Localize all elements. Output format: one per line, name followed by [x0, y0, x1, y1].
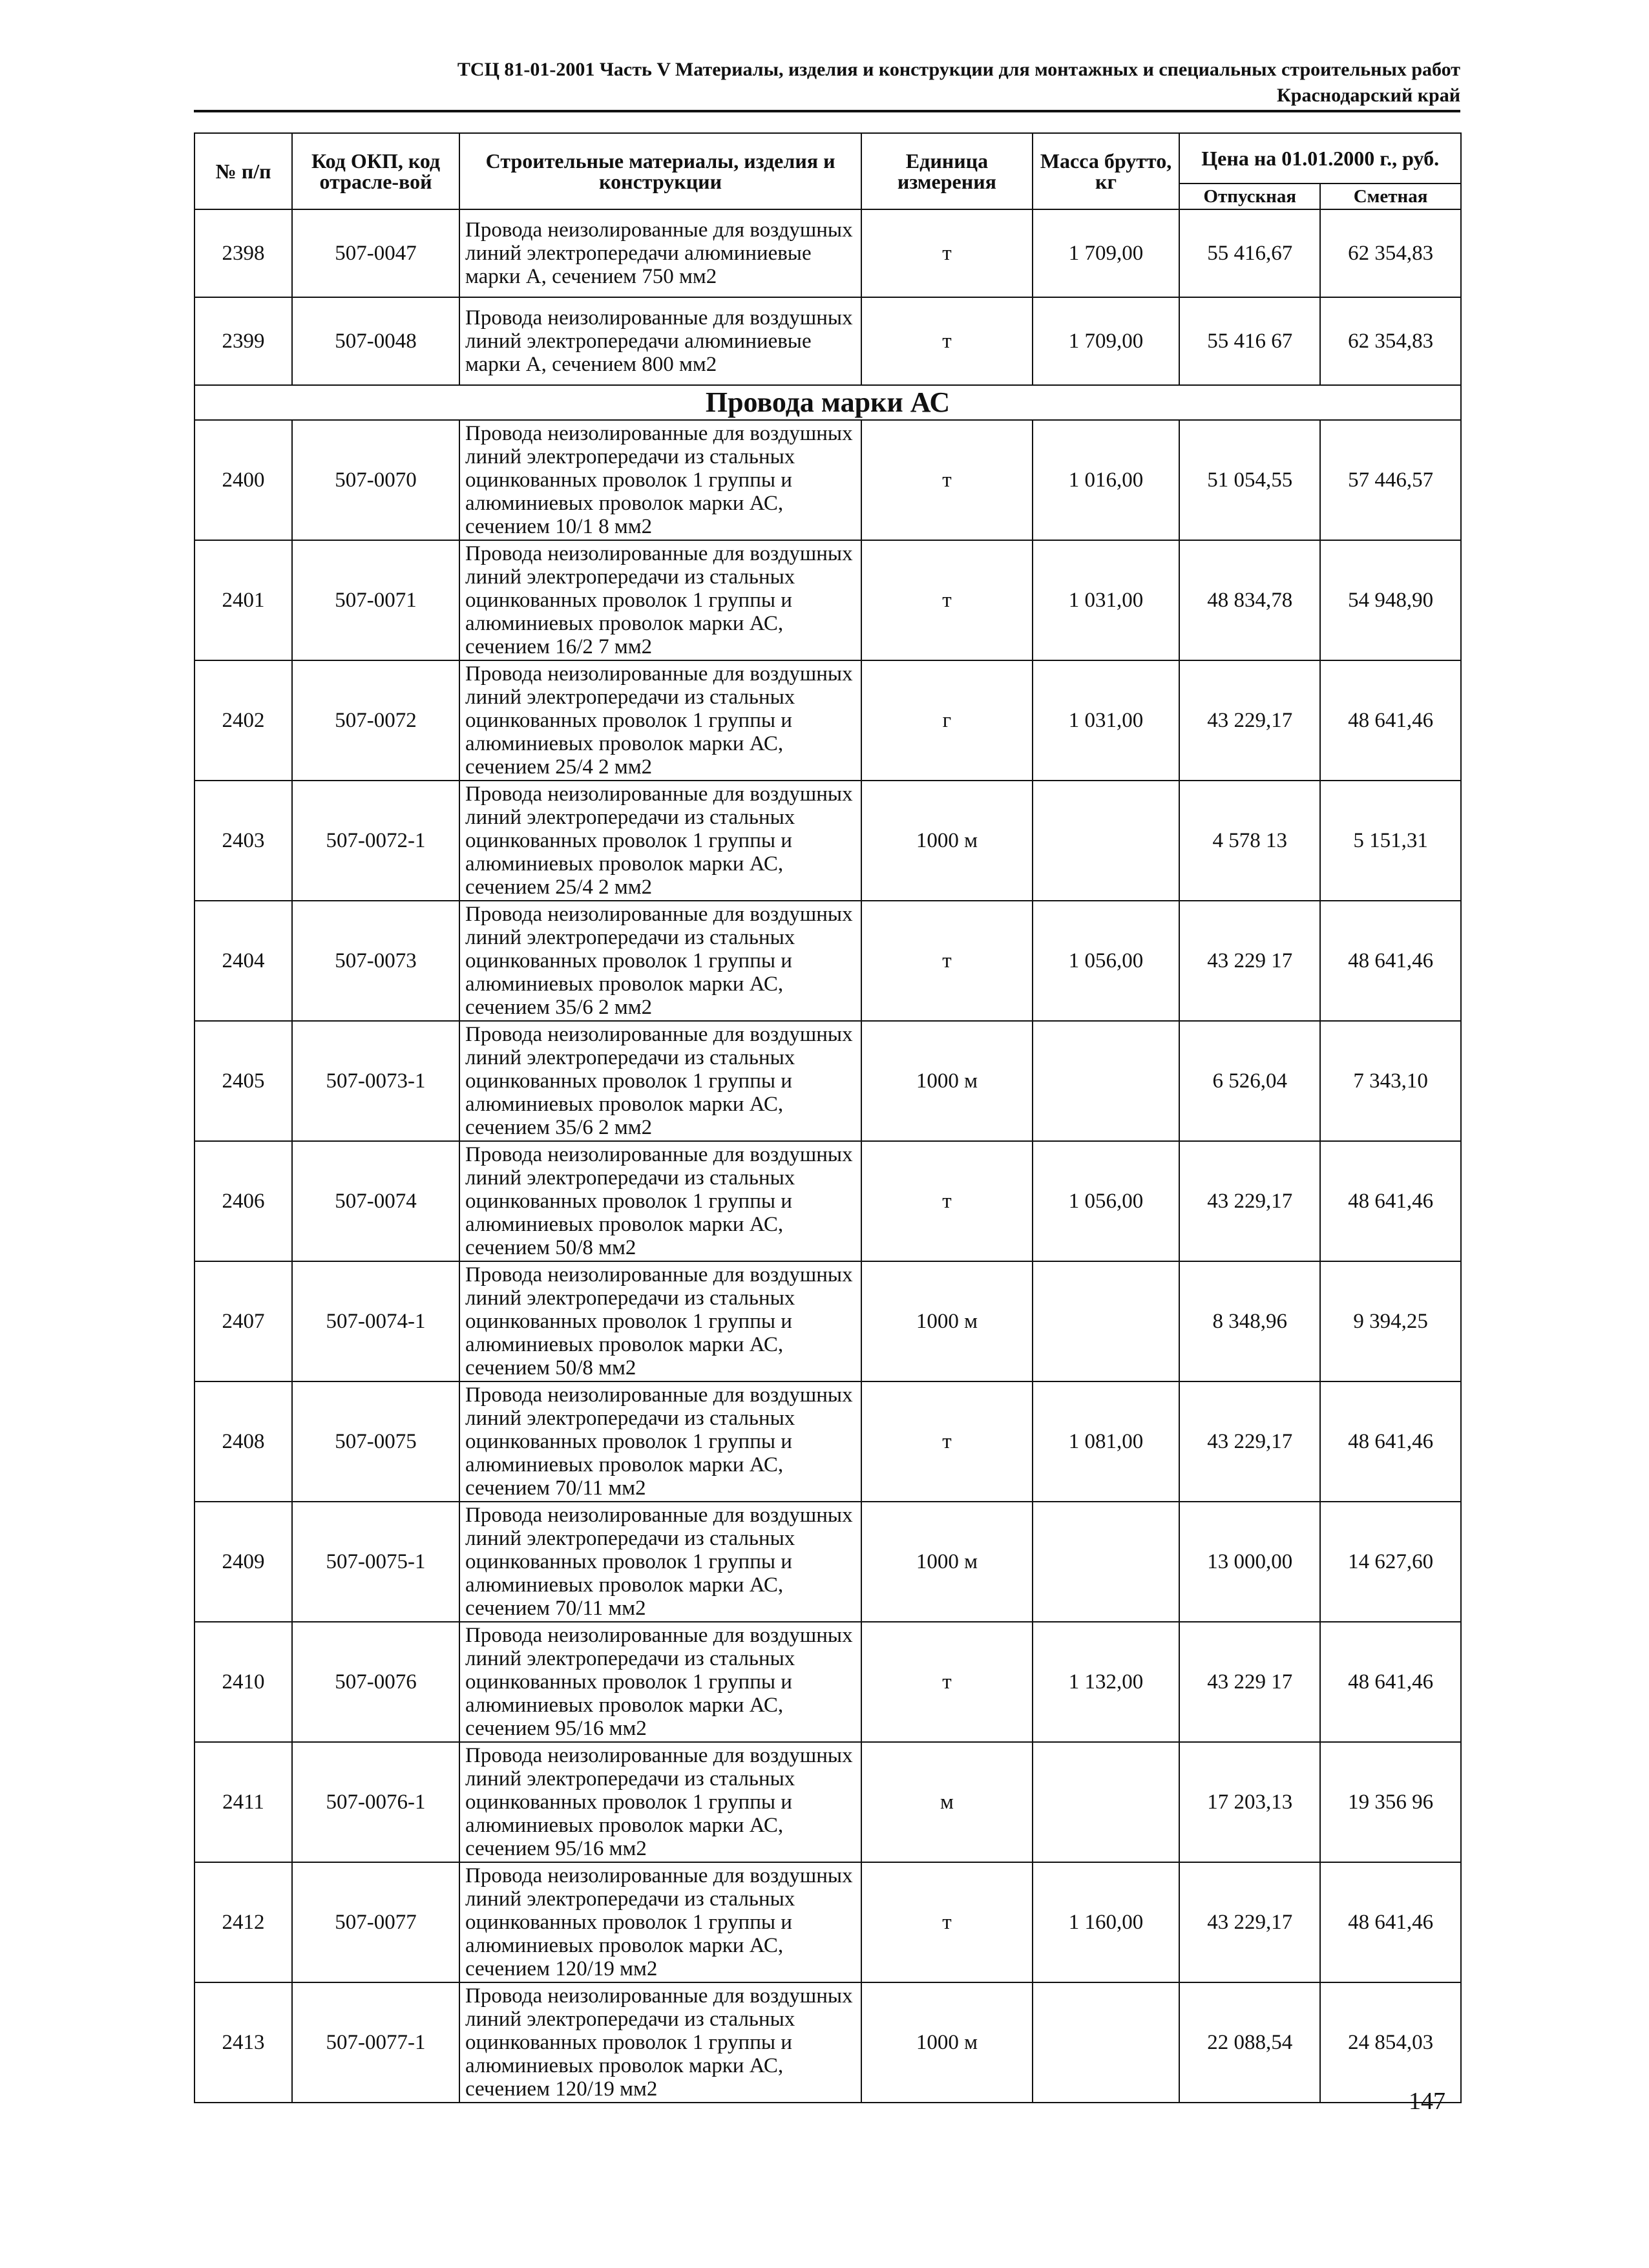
cell-release-price: 43 229,17 [1179, 660, 1320, 781]
cell-unit: т [861, 540, 1032, 660]
cell-estimate-price: 48 641,46 [1320, 1381, 1461, 1502]
cell-code: 507-0077-1 [292, 1982, 459, 2103]
section-title: Провода марки АС [194, 385, 1461, 420]
cell-estimate-price: 62 354,83 [1320, 209, 1461, 297]
cell-mass [1033, 1021, 1180, 1141]
cell-unit: т [861, 1622, 1032, 1742]
price-table [194, 132, 1462, 2103]
document-header [194, 57, 1460, 109]
col-price-header: Цена на 01.01.2000 г., руб. [1179, 133, 1461, 184]
cell-num: 2402 [194, 660, 292, 781]
cell-estimate-price: 24 854,03 [1320, 1982, 1461, 2103]
cell-mass [1033, 1982, 1180, 2103]
cell-num: 2409 [194, 1502, 292, 1622]
cell-name: Провода неизолированные для воздушных линий электропередачи из стальных оцинкованных проволок 1 группы и алюминиевых проволок марки АС, сечением 25/4 2 мм2 [459, 781, 861, 901]
cell-mass: 1 056,00 [1033, 1141, 1180, 1261]
table-row [194, 1982, 1461, 2103]
cell-estimate-price: 9 394,25 [1320, 1261, 1461, 1381]
cell-num: 2412 [194, 1862, 292, 1982]
table-body [194, 209, 1461, 2103]
cell-name: Провода неизолированные для воздушных линий электропередачи из стальных оцинкованных проволок 1 группы и алюминиевых проволок марки АС, сечением 95/16 мм2 [459, 1622, 861, 1742]
cell-mass: 1 160,00 [1033, 1862, 1180, 1982]
cell-name: Провода неизолированные для воздушных линий электропередачи из стальных оцинкованных проволок 1 группы и алюминиевых проволок марки АС, сечением 16/2 7 мм2 [459, 540, 861, 660]
col-code-header: Код ОКП, код отрасле-вой [292, 133, 459, 209]
table-row [194, 1742, 1461, 1862]
cell-release-price: 8 348,96 [1179, 1261, 1320, 1381]
cell-unit: т [861, 1141, 1032, 1261]
cell-release-price: 17 203,13 [1179, 1742, 1320, 1862]
table-row [194, 1862, 1461, 1982]
cell-name: Провода неизолированные для воздушных линий электропередачи из стальных оцинкованных проволок 1 группы и алюминиевых проволок марки АС, сечением 35/6 2 мм2 [459, 901, 861, 1021]
cell-release-price: 13 000,00 [1179, 1502, 1320, 1622]
cell-mass: 1 709,00 [1033, 209, 1180, 297]
cell-code: 507-0074 [292, 1141, 459, 1261]
table-row [194, 1141, 1461, 1261]
table-row [194, 781, 1461, 901]
cell-num: 2408 [194, 1381, 292, 1502]
cell-name: Провода неизолированные для воздушных линий электропередачи из стальных оцинкованных проволок 1 группы и алюминиевых проволок марки АС, сечением 25/4 2 мм2 [459, 660, 861, 781]
cell-release-price: 55 416,67 [1179, 209, 1320, 297]
cell-code: 507-0076 [292, 1622, 459, 1742]
cell-estimate-price: 19 356 96 [1320, 1742, 1461, 1862]
cell-mass: 1 056,00 [1033, 901, 1180, 1021]
cell-estimate-price: 48 641,46 [1320, 1141, 1461, 1261]
cell-name: Провода неизолированные для воздушных линий электропередачи из стальных оцинкованных проволок 1 группы и алюминиевых проволок марки АС, сечением 70/11 мм2 [459, 1381, 861, 1502]
cell-code: 507-0048 [292, 297, 459, 385]
cell-estimate-price: 48 641,46 [1320, 660, 1461, 781]
cell-code: 507-0070 [292, 420, 459, 540]
cell-release-price: 22 088,54 [1179, 1982, 1320, 2103]
cell-unit: т [861, 901, 1032, 1021]
header-rule [194, 110, 1460, 112]
cell-num: 2406 [194, 1141, 292, 1261]
cell-release-price: 4 578 13 [1179, 781, 1320, 901]
table-row [194, 1622, 1461, 1742]
cell-code: 507-0075 [292, 1381, 459, 1502]
cell-mass [1033, 1742, 1180, 1862]
col-name-header: Строительные материалы, изделия и конструкции [459, 133, 861, 209]
cell-estimate-price: 62 354,83 [1320, 297, 1461, 385]
cell-mass: 1 031,00 [1033, 540, 1180, 660]
cell-release-price: 43 229 17 [1179, 901, 1320, 1021]
cell-mass: 1 709,00 [1033, 297, 1180, 385]
cell-mass [1033, 781, 1180, 901]
header-region: Краснодарский край [1277, 85, 1460, 106]
cell-name: Провода неизолированные для воздушных линий электропередачи из стальных оцинкованных проволок 1 группы и алюминиевых проволок марки АС, сечением 35/6 2 мм2 [459, 1021, 861, 1141]
cell-code: 507-0076-1 [292, 1742, 459, 1862]
table-row [194, 540, 1461, 660]
col-release-header: Отпускная [1179, 184, 1320, 209]
cell-name: Провода неизолированные для воздушных линий электропередачи из стальных оцинкованных проволок 1 группы и алюминиевых проволок марки АС, сечением 70/11 мм2 [459, 1502, 861, 1622]
cell-estimate-price: 48 641,46 [1320, 1622, 1461, 1742]
cell-estimate-price: 48 641,46 [1320, 1862, 1461, 1982]
cell-code: 507-0072-1 [292, 781, 459, 901]
cell-code: 507-0077 [292, 1862, 459, 1982]
table-row [194, 1381, 1461, 1502]
cell-name: Провода неизолированные для воздушных линий электропередачи из стальных оцинкованных проволок 1 группы и алюминиевых проволок марки АС, сечением 10/1 8 мм2 [459, 420, 861, 540]
cell-name: Провода неизолированные для воздушных линий электропередачи из стальных оцинкованных проволок 1 группы и алюминиевых проволок марки АС, сечением 95/16 мм2 [459, 1742, 861, 1862]
cell-release-price: 43 229 17 [1179, 1622, 1320, 1742]
table-row [194, 420, 1461, 540]
table-row [194, 660, 1461, 781]
cell-code: 507-0047 [292, 209, 459, 297]
cell-unit: 1000 м [861, 1261, 1032, 1381]
col-unit-header: Единица измерения [861, 133, 1032, 209]
cell-unit: т [861, 1381, 1032, 1502]
cell-num: 2401 [194, 540, 292, 660]
cell-unit: г [861, 660, 1032, 781]
col-estimate-header: Сметная [1320, 184, 1461, 209]
cell-release-price: 43 229,17 [1179, 1862, 1320, 1982]
cell-num: 2398 [194, 209, 292, 297]
cell-mass: 1 016,00 [1033, 420, 1180, 540]
cell-mass [1033, 1261, 1180, 1381]
cell-code: 507-0073 [292, 901, 459, 1021]
cell-code: 507-0074-1 [292, 1261, 459, 1381]
cell-name: Провода неизолированные для воздушных линий электропередачи из стальных оцинкованных проволок 1 группы и алюминиевых проволок марки АС, сечением 120/19 мм2 [459, 1982, 861, 2103]
table-row [194, 1021, 1461, 1141]
cell-estimate-price: 5 151,31 [1320, 781, 1461, 901]
table-header [194, 133, 1461, 209]
table-row [194, 297, 1461, 385]
cell-release-price: 51 054,55 [1179, 420, 1320, 540]
cell-num: 2410 [194, 1622, 292, 1742]
cell-unit: т [861, 297, 1032, 385]
col-num-header: № п/п [194, 133, 292, 209]
cell-name: Провода неизолированные для воздушных линий электропередачи алюминиевые марки А, сечением 750 мм2 [459, 209, 861, 297]
table-row [194, 209, 1461, 297]
cell-num: 2411 [194, 1742, 292, 1862]
cell-estimate-price: 57 446,57 [1320, 420, 1461, 540]
cell-code: 507-0071 [292, 540, 459, 660]
page-number: 147 [1409, 2088, 1445, 2115]
cell-code: 507-0072 [292, 660, 459, 781]
cell-unit: 1000 м [861, 781, 1032, 901]
cell-mass: 1 081,00 [1033, 1381, 1180, 1502]
cell-num: 2413 [194, 1982, 292, 2103]
cell-unit: 1000 м [861, 1021, 1032, 1141]
cell-code: 507-0075-1 [292, 1502, 459, 1622]
cell-unit: 1000 м [861, 1982, 1032, 2103]
cell-num: 2400 [194, 420, 292, 540]
section-row [194, 385, 1461, 420]
cell-unit: т [861, 209, 1032, 297]
cell-estimate-price: 14 627,60 [1320, 1502, 1461, 1622]
cell-mass: 1 132,00 [1033, 1622, 1180, 1742]
cell-release-price: 55 416 67 [1179, 297, 1320, 385]
cell-num: 2399 [194, 297, 292, 385]
cell-unit: м [861, 1742, 1032, 1862]
table-row [194, 1261, 1461, 1381]
col-mass-header: Масса брутто, кг [1033, 133, 1180, 209]
cell-mass [1033, 1502, 1180, 1622]
cell-release-price: 48 834,78 [1179, 540, 1320, 660]
cell-release-price: 43 229,17 [1179, 1381, 1320, 1502]
header-title: ТСЦ 81-01-2001 Часть V Материалы, изделия и конструкции для монтажных и специальных строительных работ [457, 59, 1460, 80]
cell-estimate-price: 48 641,46 [1320, 901, 1461, 1021]
cell-code: 507-0073-1 [292, 1021, 459, 1141]
cell-name: Провода неизолированные для воздушных линий электропередачи из стальных оцинкованных проволок 1 группы и алюминиевых проволок марки АС, сечением 50/8 мм2 [459, 1141, 861, 1261]
cell-name: Провода неизолированные для воздушных линий электропередачи из стальных оцинкованных проволок 1 группы и алюминиевых проволок марки АС, сечением 120/19 мм2 [459, 1862, 861, 1982]
cell-release-price: 43 229,17 [1179, 1141, 1320, 1261]
cell-unit: т [861, 420, 1032, 540]
cell-mass: 1 031,00 [1033, 660, 1180, 781]
cell-num: 2407 [194, 1261, 292, 1381]
table-row [194, 901, 1461, 1021]
table-row [194, 1502, 1461, 1622]
cell-name: Провода неизолированные для воздушных линий электропередачи из стальных оцинкованных проволок 1 группы и алюминиевых проволок марки АС, сечением 50/8 мм2 [459, 1261, 861, 1381]
cell-num: 2403 [194, 781, 292, 901]
cell-release-price: 6 526,04 [1179, 1021, 1320, 1141]
cell-num: 2405 [194, 1021, 292, 1141]
cell-estimate-price: 54 948,90 [1320, 540, 1461, 660]
cell-num: 2404 [194, 901, 292, 1021]
cell-name: Провода неизолированные для воздушных линий электропередачи алюминиевые марки А, сечением 800 мм2 [459, 297, 861, 385]
cell-unit: 1000 м [861, 1502, 1032, 1622]
cell-unit: т [861, 1862, 1032, 1982]
cell-estimate-price: 7 343,10 [1320, 1021, 1461, 1141]
